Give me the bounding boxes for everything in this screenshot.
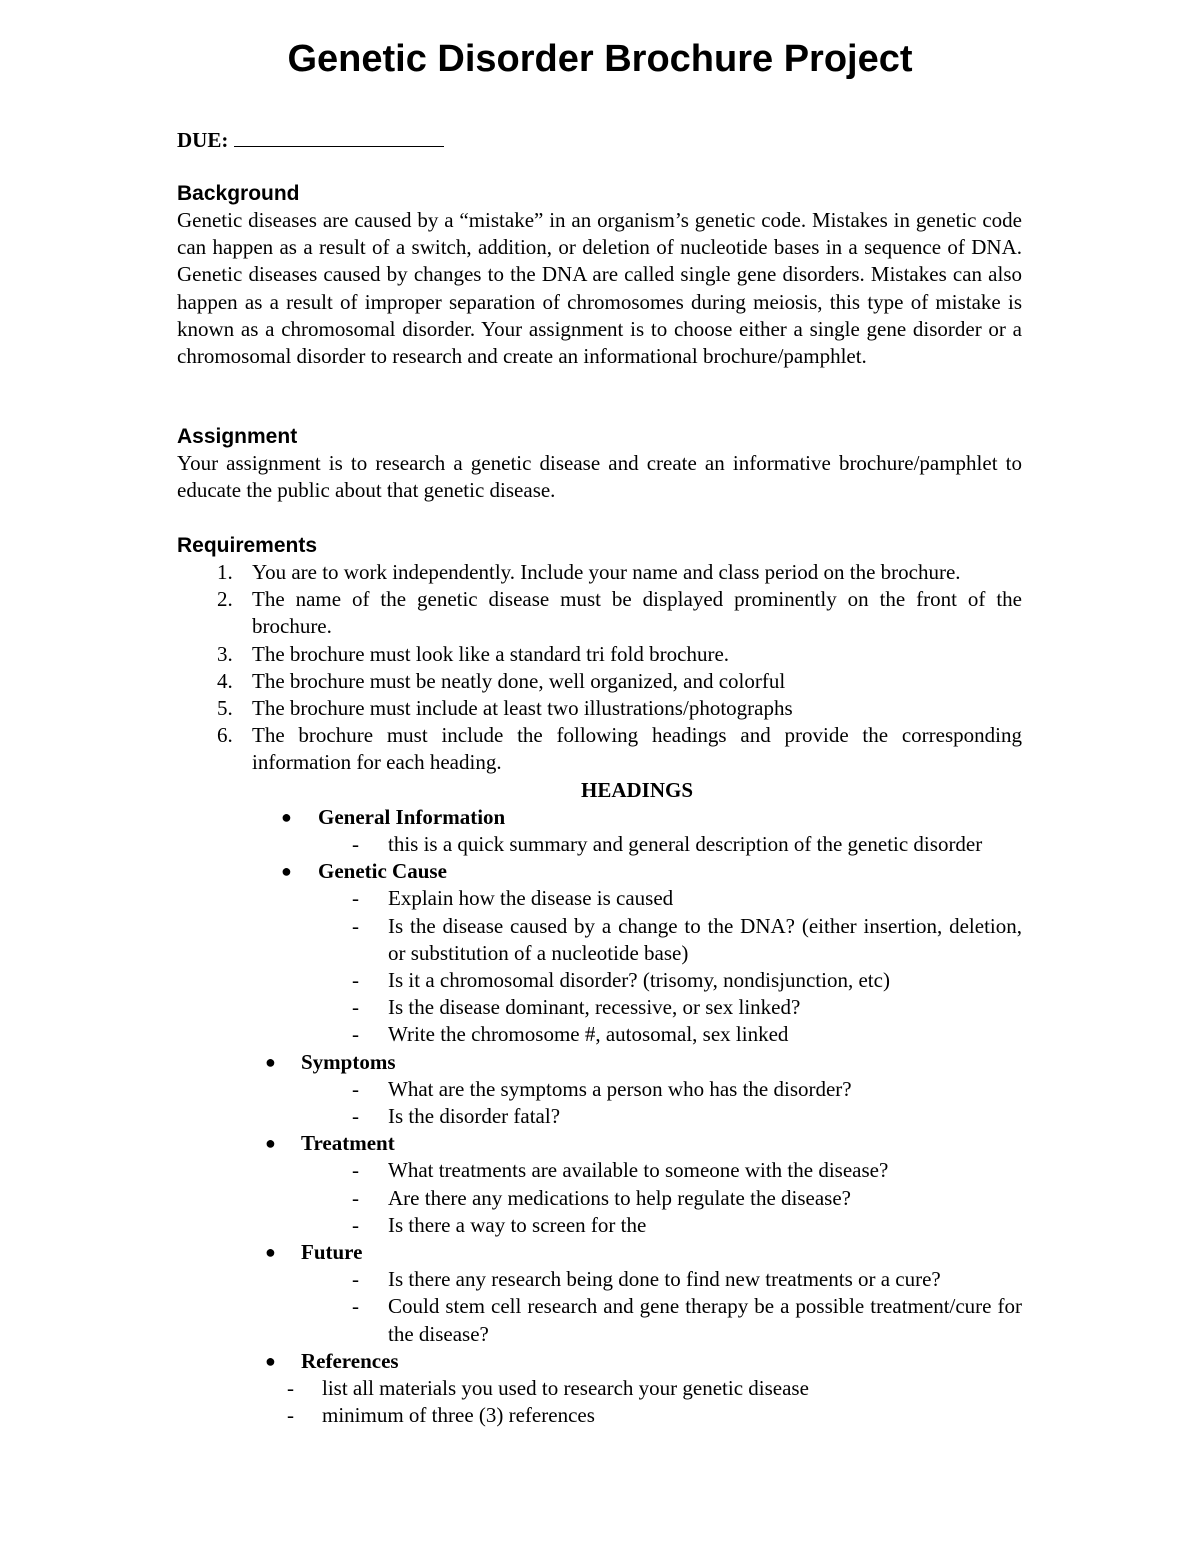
sub-item-text: What treatments are available to someone with the disease? bbox=[388, 1158, 889, 1183]
requirement-item bbox=[177, 695, 1022, 722]
section-sub-item bbox=[177, 1157, 1022, 1184]
due-blank bbox=[234, 128, 444, 147]
section-sub-item bbox=[177, 1021, 1022, 1048]
section-sub-item bbox=[177, 994, 1022, 1021]
requirement-number: 6. bbox=[217, 723, 233, 748]
background-heading: Background bbox=[177, 182, 300, 205]
dash-icon: - bbox=[287, 1403, 294, 1428]
requirement-item bbox=[177, 668, 1022, 695]
requirement-number: 5. bbox=[217, 696, 233, 721]
section-label-row bbox=[177, 1130, 1022, 1157]
requirements-list bbox=[177, 559, 1022, 1430]
sub-item-text: Is it a chromosomal disorder? (trisomy, nondisjunction, etc) bbox=[388, 968, 890, 993]
section-sub-item bbox=[177, 1293, 1022, 1347]
section-label: Symptoms bbox=[301, 1049, 396, 1074]
requirements-heading: Requirements bbox=[177, 534, 318, 557]
requirement-number: 3. bbox=[217, 641, 233, 666]
requirement-text: The brochure must look like a standard tri fold brochure. bbox=[252, 641, 730, 666]
requirement-item bbox=[177, 586, 1022, 640]
section-label-row bbox=[177, 858, 1022, 885]
requirement-item bbox=[177, 641, 1022, 668]
dash-icon: - bbox=[352, 886, 359, 911]
sub-item-text: Could stem cell research and gene therapy be a possible treatment/cure for the disease? bbox=[388, 1294, 1022, 1346]
sub-item-text: list all materials you used to research your genetic disease bbox=[322, 1376, 809, 1401]
sub-item-text: What are the symptoms a person who has the disorder? bbox=[388, 1076, 852, 1101]
section-sub-item bbox=[177, 1185, 1022, 1212]
section-label: Future bbox=[301, 1240, 363, 1265]
section-sub-item bbox=[177, 967, 1022, 994]
dash-icon: - bbox=[287, 1376, 294, 1401]
section-label: General Information bbox=[318, 804, 506, 829]
bullet-icon: ● bbox=[265, 1350, 276, 1371]
dash-icon: - bbox=[352, 1185, 359, 1210]
dash-icon: - bbox=[352, 995, 359, 1020]
requirement-number: 1. bbox=[217, 560, 233, 584]
background-text: Genetic diseases are caused by a “mistake” in an organism’s genetic code. Mistakes in genetic code can happen as a result of a switch, addition, or deletion of nucleotide bases in a sequence of DNA. Genetic diseases caused by changes to the DNA are called single gene disorders. Mistakes can also happen as a result of improper separation of chromosomes during meiosis, this type of mistake is known as a chromosomal disorder. Your assignment is to choose either a single gene disorder or a chromosomal disorder to research and create an informational brochure/pamphlet. bbox=[177, 208, 1022, 369]
sub-item-text: Is there any research being done to find new treatments or a cure? bbox=[388, 1267, 941, 1292]
sub-item-text: Is the disorder fatal? bbox=[388, 1104, 561, 1129]
section-label: Treatment bbox=[301, 1131, 395, 1156]
due-label: DUE: bbox=[177, 128, 229, 152]
section-label-row bbox=[177, 1239, 1022, 1266]
dash-icon: - bbox=[352, 1212, 359, 1237]
bullet-icon: ● bbox=[265, 1133, 276, 1154]
requirement-item bbox=[177, 559, 1022, 586]
bullet-icon: ● bbox=[265, 1242, 276, 1263]
sub-item-text: this is a quick summary and general description of the genetic disorder bbox=[388, 832, 983, 857]
dash-icon: - bbox=[352, 1104, 359, 1129]
section-sub-item bbox=[177, 1103, 1022, 1130]
section-sub-item bbox=[177, 1375, 1022, 1402]
requirement-text: You are to work independently. Include your name and class period on the brochure. bbox=[252, 560, 961, 584]
dash-icon: - bbox=[352, 1022, 359, 1047]
dash-icon: - bbox=[352, 1267, 359, 1292]
sub-item-text: Write the chromosome #, autosomal, sex linked bbox=[388, 1022, 789, 1047]
section-label-row bbox=[177, 1049, 1022, 1076]
section-sub-item bbox=[177, 885, 1022, 912]
heading-section-future bbox=[177, 1239, 1022, 1348]
sub-item-text: Is there a way to screen for the bbox=[388, 1212, 647, 1237]
section-label: References bbox=[301, 1348, 399, 1373]
heading-section-general-information bbox=[177, 804, 1022, 858]
dash-icon: - bbox=[352, 913, 359, 938]
section-sub-item bbox=[177, 1266, 1022, 1293]
bullet-icon: ● bbox=[265, 1051, 276, 1072]
section-sub-item bbox=[177, 1402, 1022, 1429]
bullet-icon: ● bbox=[281, 806, 292, 827]
section-sub-item bbox=[177, 913, 1022, 967]
sub-item-text: minimum of three (3) references bbox=[322, 1403, 595, 1428]
section-label-row bbox=[177, 1348, 1022, 1375]
heading-section-references bbox=[177, 1348, 1022, 1430]
sub-item-text: Explain how the disease is caused bbox=[388, 886, 674, 911]
section-sub-item bbox=[177, 1076, 1022, 1103]
dash-icon: - bbox=[352, 1158, 359, 1183]
section-label-row bbox=[177, 804, 1022, 831]
section-sub-item bbox=[177, 1212, 1022, 1239]
requirement-text: The brochure must include the following headings and provide the corresponding information for each heading. bbox=[252, 723, 1022, 775]
requirement-number: 4. bbox=[217, 668, 233, 693]
requirement-text: The name of the genetic disease must be displayed prominently on the front of the brochure. bbox=[252, 587, 1022, 639]
headings-title: HEADINGS bbox=[580, 777, 694, 802]
dash-icon: - bbox=[352, 1294, 359, 1319]
requirement-number: 2. bbox=[217, 587, 233, 612]
sub-item-text: Is the disease caused by a change to the DNA? (either insertion, deletion, or substitution of a nucleotide base) bbox=[388, 913, 1022, 965]
assignment-text: Your assignment is to research a genetic disease and create an informative brochure/pamphlet to educate the public about that genetic disease. bbox=[177, 451, 1022, 503]
dash-icon: - bbox=[352, 1076, 359, 1101]
heading-section-treatment bbox=[177, 1130, 1022, 1239]
assignment-heading: Assignment bbox=[177, 425, 298, 448]
heading-section-symptoms bbox=[177, 1049, 1022, 1131]
dash-icon: - bbox=[352, 968, 359, 993]
dash-icon: - bbox=[352, 832, 359, 857]
heading-section-genetic-cause bbox=[177, 858, 1022, 1048]
section-label: Genetic Cause bbox=[318, 859, 447, 884]
bullet-icon: ● bbox=[281, 861, 292, 882]
requirement-item bbox=[177, 722, 1022, 776]
sub-item-text: Is the disease dominant, recessive, or sex linked? bbox=[388, 995, 801, 1020]
section-sub-item bbox=[177, 831, 1022, 858]
requirement-text: The brochure must be neatly done, well organized, and colorful bbox=[252, 668, 786, 693]
due-line bbox=[177, 127, 444, 154]
sub-item-text: Are there any medications to help regulate the disease? bbox=[388, 1185, 851, 1210]
requirement-text: The brochure must include at least two illustrations/photographs bbox=[252, 696, 793, 721]
page-title: Genetic Disorder Brochure Project bbox=[287, 38, 913, 80]
